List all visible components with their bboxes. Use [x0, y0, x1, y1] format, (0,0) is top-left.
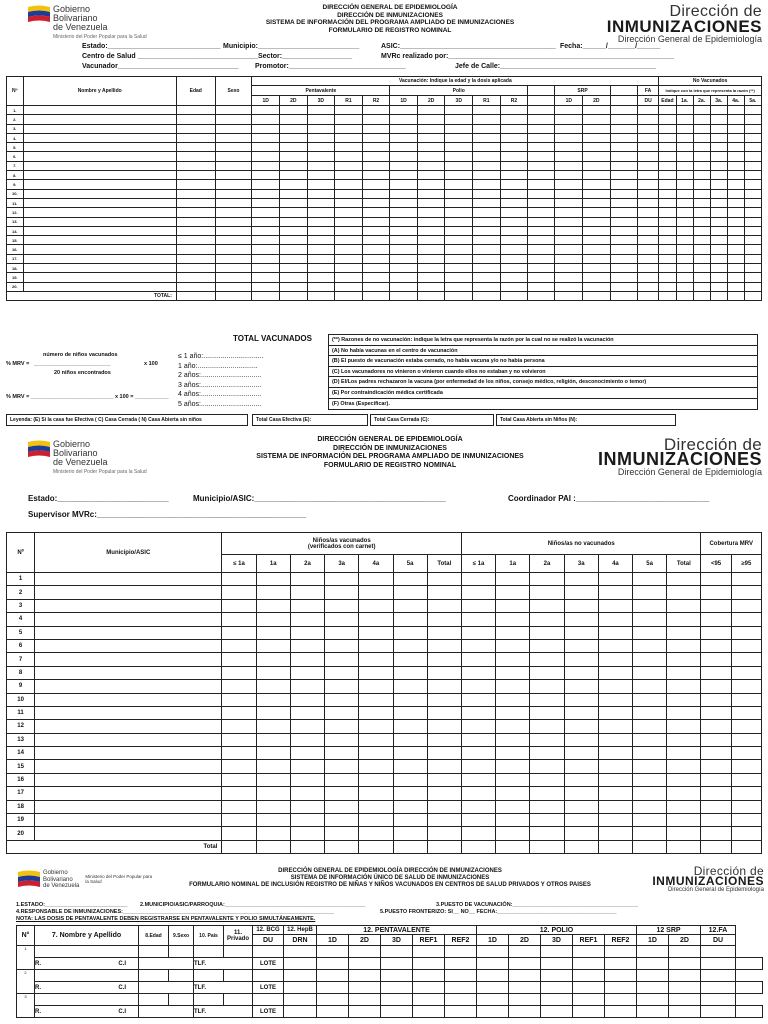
gov-logo [18, 870, 155, 890]
gov-name: Gobierno Bolivariano de Venezuela [43, 870, 80, 889]
dose-header: REF1 [413, 935, 445, 946]
table-row: 6 [7, 639, 762, 652]
dose-header: 3a. [710, 96, 727, 106]
age-header: 1a [496, 555, 530, 573]
ages-list: ≤ 1 año:............................... 1 año:............................... 2 años:............................... 3 años:............................... 4 años:............................... 5 años:............................... [178, 353, 264, 408]
total-cerrada-box[interactable]: Total Casa Cerrada (C): [370, 414, 494, 426]
dose-header: 2D [280, 96, 308, 106]
gov-logo [28, 440, 147, 475]
table-row: 7. [7, 161, 762, 170]
dose-header: DU [637, 96, 658, 106]
table-row: 9 [7, 680, 762, 693]
f3-puesto[interactable]: 3.PUESTO DE VACUNACIÓN:_________________________________________ [436, 902, 638, 908]
table-row: 6. [7, 152, 762, 161]
coordinador-field[interactable]: Coordinador PAI :______________________________ [508, 494, 710, 503]
list-item: 3 [17, 994, 763, 1006]
total-row: Total [7, 840, 762, 853]
form-1-title: DIRECCIÓN GENERAL DE EPIDEMIOLOGÍA DIRECCIÓN DE INMUNIZACIONES SISTEMA DE INFORMACIÓN DEL PROGRAMA AMPLIADO DE INMUNIZACIONES FORMULARIO DE REGISTRO NOMINAL [265, 4, 515, 34]
dose-header: 2D [349, 935, 381, 946]
list-item: 1 [17, 946, 763, 958]
dose-header: 2D [669, 935, 701, 946]
table-row: 2 [7, 586, 762, 599]
municipio-field[interactable]: Municipio:__________________________ [223, 43, 360, 50]
gov-logo [28, 5, 147, 40]
table-row: 7 [7, 653, 762, 666]
inmunizaciones-logo: Dirección de INMUNIZACIONES Dirección General de Epidemiología [598, 435, 762, 477]
total-vacunados-label: TOTAL VACUNADOS [233, 334, 312, 343]
table-row: 11. [7, 198, 762, 207]
f3-estado[interactable]: 1.ESTADO:___________________________ [16, 902, 128, 908]
promotor-field[interactable]: Promotor:______________________________ [255, 63, 406, 70]
vaccination-table: Nº Nombre y Apellido Edad Sexo Vacunación: Indique la edad y la dosis aplicada No Vacunados Pentavalente Polio SRP FA Indique con la letra que representa la razón (**) 1D 2D 3D R1 R2 1D 2D 3D R1 R2 1D 2D DU Edad 1a. 2a. 3a. 4a. 5a. 1. 2. 3. 4. 5. 6. 7. 8. 9. 10. 11. 12. 13. 14. 15. 16. 17. 18. 19. 20. TOTAL: [6, 76, 762, 301]
list-item: 2 [17, 970, 763, 982]
jefe-field[interactable]: Jefe de Calle:________________________________________ [455, 63, 656, 70]
table-row: 17. [7, 254, 762, 263]
summary-table: Nº Municipio/ASIC Niños/as vacunados (verificados con carnet) Niños/as no vacunados Cobertura MRV ≤ 1a 1a 2a 3a 4a 5a Total ≤ 1a 1a 2a 3a 4a 5a Total <95 ≥95 1 2 3 4 5 6 7 8 9 10 11 12 13 14 15 16 17 18 19 20 Total [6, 532, 762, 854]
age-header: 3a [564, 555, 598, 573]
venezuela-flag-icon [28, 5, 50, 23]
table-row: 11 [7, 706, 762, 719]
age-header: 1a [256, 555, 290, 573]
table-row: 17 [7, 787, 762, 800]
total-abierta-box[interactable]: Total Casa Abierta sin Niños (N): [496, 414, 676, 426]
dose-header: REF1 [573, 935, 605, 946]
age-header: 2a [290, 555, 324, 573]
dose-header: 1a. [676, 96, 693, 106]
table-row: 10 [7, 693, 762, 706]
age-header: 5a [393, 555, 427, 573]
dose-header: DU [253, 935, 284, 946]
table-row: 4. [7, 133, 762, 142]
table-row: 15 [7, 760, 762, 773]
dose-header: R2 [500, 96, 528, 106]
table-row: 9. [7, 180, 762, 189]
table-row: 5. [7, 143, 762, 152]
table-row: 18. [7, 264, 762, 273]
dose-header: 1D [390, 96, 418, 106]
table-row: 1. [7, 106, 762, 115]
table-row: 8 [7, 666, 762, 679]
table-row: 20. [7, 282, 762, 291]
age-header: 4a [598, 555, 632, 573]
table-row: 14. [7, 226, 762, 235]
ministry-name: Ministerio del Poder Popular para la Salud [85, 874, 153, 884]
form-3 [0, 864, 768, 1024]
no-vaccination-reasons: (**) Razones de no vacunación: indique la letra que representa la razón por la cual no se realizó la vacunación (A) No había vacunas en el centro de vacunación (B) El puesto de vacunación estaba cerrado, no había vacuna y/o no había persona (C) Los vacunadores no vinieron o vinieron cuando ellos no estaban y no volvieron (D) El/Los padres rechazaron la vacuna (por enfermedad de los niños, consejo médico, religión, desconocimiento o temor) (E) Por contraindicación médica certificada (F) Otras (Especificar). [328, 334, 758, 410]
dose-header: 3D [445, 96, 473, 106]
estado-field-2[interactable]: Estado:_________________________ [28, 494, 169, 503]
leyenda-box: Leyenda: (E) Si la casa fue Efectiva ( C) Casa Cerrada ( N) Casa Abierta sin niños [6, 414, 248, 426]
table-row: 16. [7, 245, 762, 254]
dose-header: REF2 [605, 935, 637, 946]
dose-header: R2 [362, 96, 390, 106]
age-header: 3a [325, 555, 359, 573]
form-2 [0, 432, 768, 864]
dose-header: 1D [477, 935, 509, 946]
venezuela-flag-icon [18, 870, 40, 888]
age-header: ≤ 1a [222, 555, 256, 573]
dose-header: 2D [583, 96, 611, 106]
dose-header: 3D [381, 935, 413, 946]
centro-field[interactable]: Centro de Salud _______________________________ [82, 53, 259, 60]
mvrc-field[interactable]: MVRc realizado por:__________________________________________________________ [381, 53, 675, 60]
table-row: 18 [7, 800, 762, 813]
vacunador-field[interactable]: Vacunador_______________________________ [82, 63, 239, 70]
dose-header: R1 [335, 96, 363, 106]
dose-header: 4a. [727, 96, 744, 106]
dose-header: 1D [317, 935, 349, 946]
gov-name: Gobierno Bolivariano de Venezuela Ministerio del Poder Popular para la Salud [53, 439, 147, 475]
dose-header: 1D [252, 96, 280, 106]
f3-municipio[interactable]: 2.MUNICIPIO/ASIC/PARROQUIA:______________________________________________ [140, 902, 366, 908]
dose-header: 2D [417, 96, 445, 106]
age-header: <95 [701, 555, 731, 573]
dose-header: DU [701, 935, 736, 946]
dose-header: 3D [541, 935, 573, 946]
supervisor-field[interactable]: Supervisor MVRc:_______________________________________________ [28, 510, 307, 519]
inmunizaciones-logo: Dirección de INMUNIZACIONES Dirección General de Epidemiología [652, 864, 764, 893]
f3-nota: NOTA: LAS DOSIS DE PENTAVALENTE DEBEN REGISTRARSE EN PENTAVALENTE Y POLIO SIMULTÁNEAMENTE. [16, 916, 316, 922]
age-header: 4a [359, 555, 393, 573]
total-efectiva-box[interactable]: Total Casa Efectiva (E): [252, 414, 368, 426]
dose-header: 2a. [693, 96, 710, 106]
table-row: 13. [7, 217, 762, 226]
age-header: 5a [633, 555, 667, 573]
table-row: 1 [7, 573, 762, 586]
sector-field[interactable]: Sector:__________________ [258, 53, 353, 60]
form-2-title: DIRECCIÓN GENERAL DE EPIDEMIOLOGÍA DIRECCIÓN DE INMUNIZACIONES SISTEMA DE INFORMACIÓN DEL PROGRAMA AMPLIADO DE INMUNIZACIONES FORMULARIO DE REGISTRO NOMINAL [256, 436, 524, 469]
table-row: 12. [7, 208, 762, 217]
gov-name: Gobierno Bolivariano de Venezuela Ministerio del Poder Popular para la Salud [53, 4, 147, 40]
dose-header: REF2 [445, 935, 477, 946]
dose-header: 1D [555, 96, 583, 106]
table-row: 13 [7, 733, 762, 746]
age-header: 2a [530, 555, 564, 573]
dose-header: 1D [637, 935, 669, 946]
table-row: 2. [7, 115, 762, 124]
dose-header: DRN [284, 935, 317, 946]
table-row: 3 [7, 599, 762, 612]
asic-field[interactable]: ASIC:________________________________________ [381, 43, 556, 50]
dose-header: R1 [473, 96, 501, 106]
venezuela-flag-icon [28, 440, 50, 458]
table-row: 4 [7, 613, 762, 626]
inclusion-table: N° 7. Nombre y Apellido 8.Edad 9.Sexo 10. País 11. Privado 12. BCG 12. HepB 12. PENTAVALENTE 12. POLIO 12 SRP 12.FA DU DRN 1D 2D 3D REF1 REF2 1D 2D 3D REF1 REF2 1D 2D DU 1 R. C.I TLF. LOTE 2 R. C.I TLF. LOTE 3 R. C.I TLF. LOTE [16, 925, 763, 1018]
fecha-field[interactable]: Fecha:______/_______/______ [560, 43, 661, 50]
dose-header: 2D [509, 935, 541, 946]
dose-header: 3D [307, 96, 335, 106]
estado-field[interactable]: Estado:_____________________________ [82, 43, 221, 50]
table-row: 16 [7, 773, 762, 786]
age-header: Total [667, 555, 701, 573]
inmunizaciones-logo: Dirección de INMUNIZACIONES Dirección General de Epidemiología [606, 3, 762, 44]
f3-fronterizo[interactable]: 5.PUESTO FRONTERIZO: SI__ NO__ FECHA:_______________________________________ [380, 909, 617, 915]
age-header: ≥95 [731, 555, 761, 573]
table-row: 10. [7, 189, 762, 198]
form-3-title: DIRECCIÓN GENERAL DE EPIDEMIOLOGÍA DIRECCIÓN DE INMUNIZACIONES SISTEMA DE INFORMACIÓN ÚNICO DE SALUD DE INMUNIZACIONES FORMULARIO NOMINAL DE INCLUSIÓN REGISTRO DE NIÑAS Y NIÑOS VACUNADOS EN CENTROS DE SALUD PRIVADOS Y OTROS PAISES [189, 868, 591, 888]
table-row: 12 [7, 720, 762, 733]
table-row: 8. [7, 171, 762, 180]
table-row: 19 [7, 814, 762, 827]
table-row: 19. [7, 273, 762, 282]
municipio-field-2[interactable]: Municipio/ASIC:___________________________________________ [193, 494, 446, 503]
table-row: 20 [7, 827, 762, 840]
dose-header: 5a. [744, 96, 761, 106]
age-header: ≤ 1a [461, 555, 495, 573]
age-header: Total [427, 555, 461, 573]
dose-header: Edad [659, 96, 676, 106]
mrv-formula-2: % MRV = ___________________________ x 100 = ___________ [6, 394, 169, 400]
table-row: 15. [7, 236, 762, 245]
f3-responsable[interactable]: 4.RESPONSABLE DE INMUNIZACIONES:_____________________________________________________________________ [16, 909, 335, 915]
table-row: 14 [7, 747, 762, 760]
table-row: 3. [7, 124, 762, 133]
table-row: 5 [7, 626, 762, 639]
form-1: Gobierno Bolivariano de Venezuela Ministerio del Poder Popular para la Salud DIRECCIÓN GENERAL DE EPIDEMIOLOGÍA DIRECCIÓN DE INMUNIZACIONES SISTEMA DE INFORMACIÓN DEL PROGRAMA AMPLIADO DE INMUNIZACIONES FORMULARIO DE REGISTRO NOMINAL Dirección de INMUNIZACIONES Dirección General de Epidemiología Estado:_____________________________ Municipio:__________________________ ASIC:________________________________________ Fecha:______/_______/______ Centro de Salud _______________________________ Sector:__________________ MVRc realizado por:__________________________________________________________ Vacunador_______________________________ Promotor:______________________________ Jefe de Calle:________________________________________ Nº Nombre y Apellido Edad Sexo Vacunación: Indique la edad y la dosis aplicada No Vacunados Pentavalente Polio SRP FA Indique con la letra que representa la razón (**) 1D 2D 3D R1 R2 1D 2D 3D R1 R2 1D 2D DU Edad 1a. 2a. 3a. 4a. 5a. 1. 2. 3. 4. 5. 6. 7. 8. 9. 10. 11. 12. 13. 14. 15. 16. 17. 18. 19. 20. TOTAL: TOTAL VACUNADOS número de niños vacunados % MRV = _________________________ x 100 20 niños encontrados % MRV = ___________________________ x 100 = ___________ ≤ 1 año:............................... 1 año:............................... 2 años:............................... 3 años:............................... 4 años:............................... 5 años:............................... (**) Razones de no vacunación: indique la letra que representa la razón por la cual no se realizó la vacunación (A) No había vacunas en el centro de vacunación (B) El puesto de vacunación estaba cerrado, no había vacuna y/o no había persona (C) Los vacunadores no vinieron o vinieron cuando ellos no estaban y no volvieron (D) El/Los padres rechazaron la vacuna (por enfermedad de los niños, consejo médico, religión, desconocimiento o temor) (E) Por contraindicación médica certificada (F) Otras (Especificar). Leyenda: (E) Si la casa fue Efectiva ( C) Casa Cerrada ( N) Casa Abierta sin niños Total Casa Efectiva (E): Total Casa Cerrada (C): Total Casa Abierta sin Niños (N): [0, 0, 768, 428]
